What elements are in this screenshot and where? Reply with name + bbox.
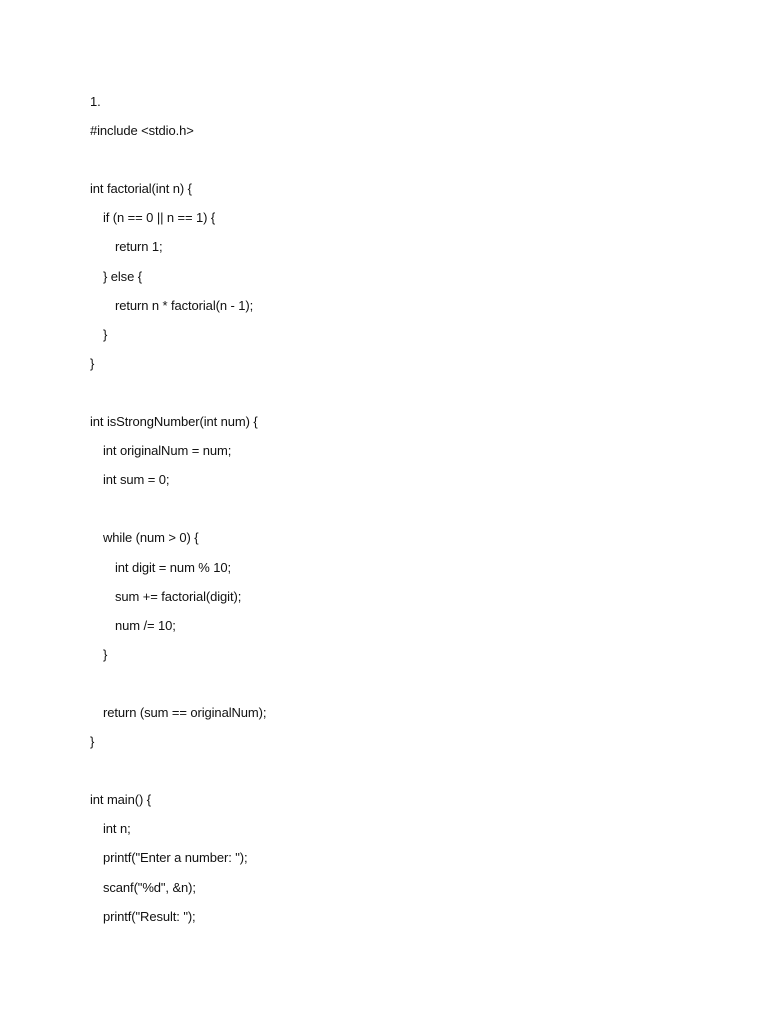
code-line: while (num > 0) { bbox=[103, 530, 199, 546]
document-body bbox=[90, 91, 730, 935]
blank-line bbox=[90, 149, 730, 178]
code-line: printf("Result: "); bbox=[103, 908, 196, 924]
code-line: int main() { bbox=[90, 792, 151, 808]
blank-line bbox=[90, 760, 730, 789]
code-line: int n; bbox=[103, 821, 131, 837]
code-line: if (n == 0 || n == 1) { bbox=[103, 210, 216, 226]
code-line: sum += factorial(digit); bbox=[115, 588, 242, 604]
code-line: } else { bbox=[103, 268, 142, 284]
code-line: printf("Enter a number: "); bbox=[103, 850, 248, 866]
code-line: return 1; bbox=[115, 239, 163, 255]
code-line: #include <stdio.h> bbox=[90, 123, 194, 139]
code-line: return n * factorial(n - 1); bbox=[115, 297, 254, 313]
code-listing bbox=[90, 120, 730, 935]
code-line: return (sum == originalNum); bbox=[103, 704, 267, 720]
code-line: int originalNum = num; bbox=[103, 443, 232, 459]
code-line: } bbox=[90, 734, 95, 750]
blank-line bbox=[90, 498, 730, 527]
code-line: } bbox=[103, 646, 108, 662]
code-line: } bbox=[103, 326, 108, 342]
code-line: } bbox=[90, 355, 95, 371]
code-line: scanf("%d", &n); bbox=[103, 879, 196, 895]
code-line: int isStrongNumber(int num) { bbox=[90, 414, 258, 430]
section-number: 1. bbox=[90, 94, 101, 109]
code-line: int factorial(int n) { bbox=[90, 181, 192, 197]
blank-line bbox=[90, 382, 730, 411]
code-line: int digit = num % 10; bbox=[115, 559, 232, 575]
blank-line bbox=[90, 673, 730, 702]
code-line: num /= 10; bbox=[115, 617, 176, 633]
code-line: int sum = 0; bbox=[103, 472, 170, 488]
